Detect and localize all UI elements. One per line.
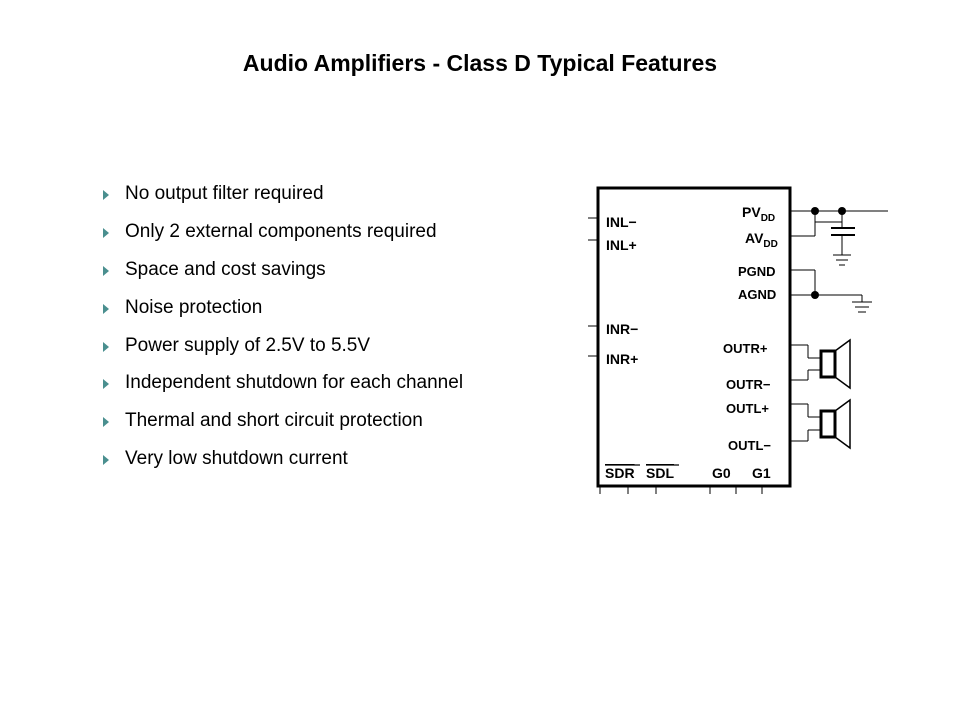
pin-label-pvdd-main: PV — [742, 204, 761, 220]
pin-label-pvdd-sub: DD — [760, 213, 776, 224]
pin-label-sdl: SDL — [646, 465, 674, 481]
feature-text: No output filter required — [125, 183, 324, 204]
pin-label-inr-minus: INR− — [606, 321, 639, 337]
pin-label-g1: G1 — [752, 465, 771, 481]
pin-label-outr-minus: OUTR− — [726, 377, 771, 392]
speaker-left-icon — [821, 400, 850, 448]
pin-label-avdd-sub: DD — [763, 239, 778, 250]
junction-dot — [811, 291, 819, 299]
feature-text: Very low shutdown current — [125, 448, 348, 470]
pin-label-inl-plus: INL+ — [606, 237, 637, 253]
pin-label-pgnd: PGND — [738, 264, 776, 279]
pin-label-outr-plus: OUTR+ — [723, 341, 768, 356]
pin-label-inl-minus: INL− — [606, 214, 637, 230]
pin-label-inr-plus: INR+ — [606, 351, 639, 367]
speaker-right-wiring — [790, 345, 821, 380]
feature-text: Space and cost savings — [125, 258, 326, 280]
pin-label-agnd: AGND — [738, 287, 777, 302]
pin-label-pvdd — [742, 204, 775, 224]
junction-dot — [811, 207, 819, 215]
junction-dot — [838, 207, 846, 215]
pin-label-sdr: SDR — [605, 465, 635, 481]
feature-text: Thermal and short circuit protection — [125, 410, 423, 432]
feature-text: Only 2 external components required — [125, 220, 437, 242]
feature-text: Independent shutdown for each channel — [125, 372, 464, 394]
pin-label-g0: G0 — [712, 465, 731, 481]
ground-wiring — [790, 270, 872, 312]
pin-label-outl-plus: OUTL+ — [726, 401, 769, 416]
power-supply-wiring — [790, 211, 888, 265]
pin-label-outl-minus: OUTL− — [728, 438, 771, 453]
slide-title: Audio Amplifiers - Class D Typical Features — [242, 50, 718, 76]
feature-text: Noise protection — [125, 296, 263, 318]
pin-label-avdd — [745, 230, 778, 250]
speaker-right-icon — [821, 340, 850, 388]
feature-text: Power supply of 2.5V to 5.5V — [125, 334, 371, 356]
pin-label-avdd-main: AV — [745, 230, 764, 246]
speaker-left-wiring — [790, 404, 821, 441]
